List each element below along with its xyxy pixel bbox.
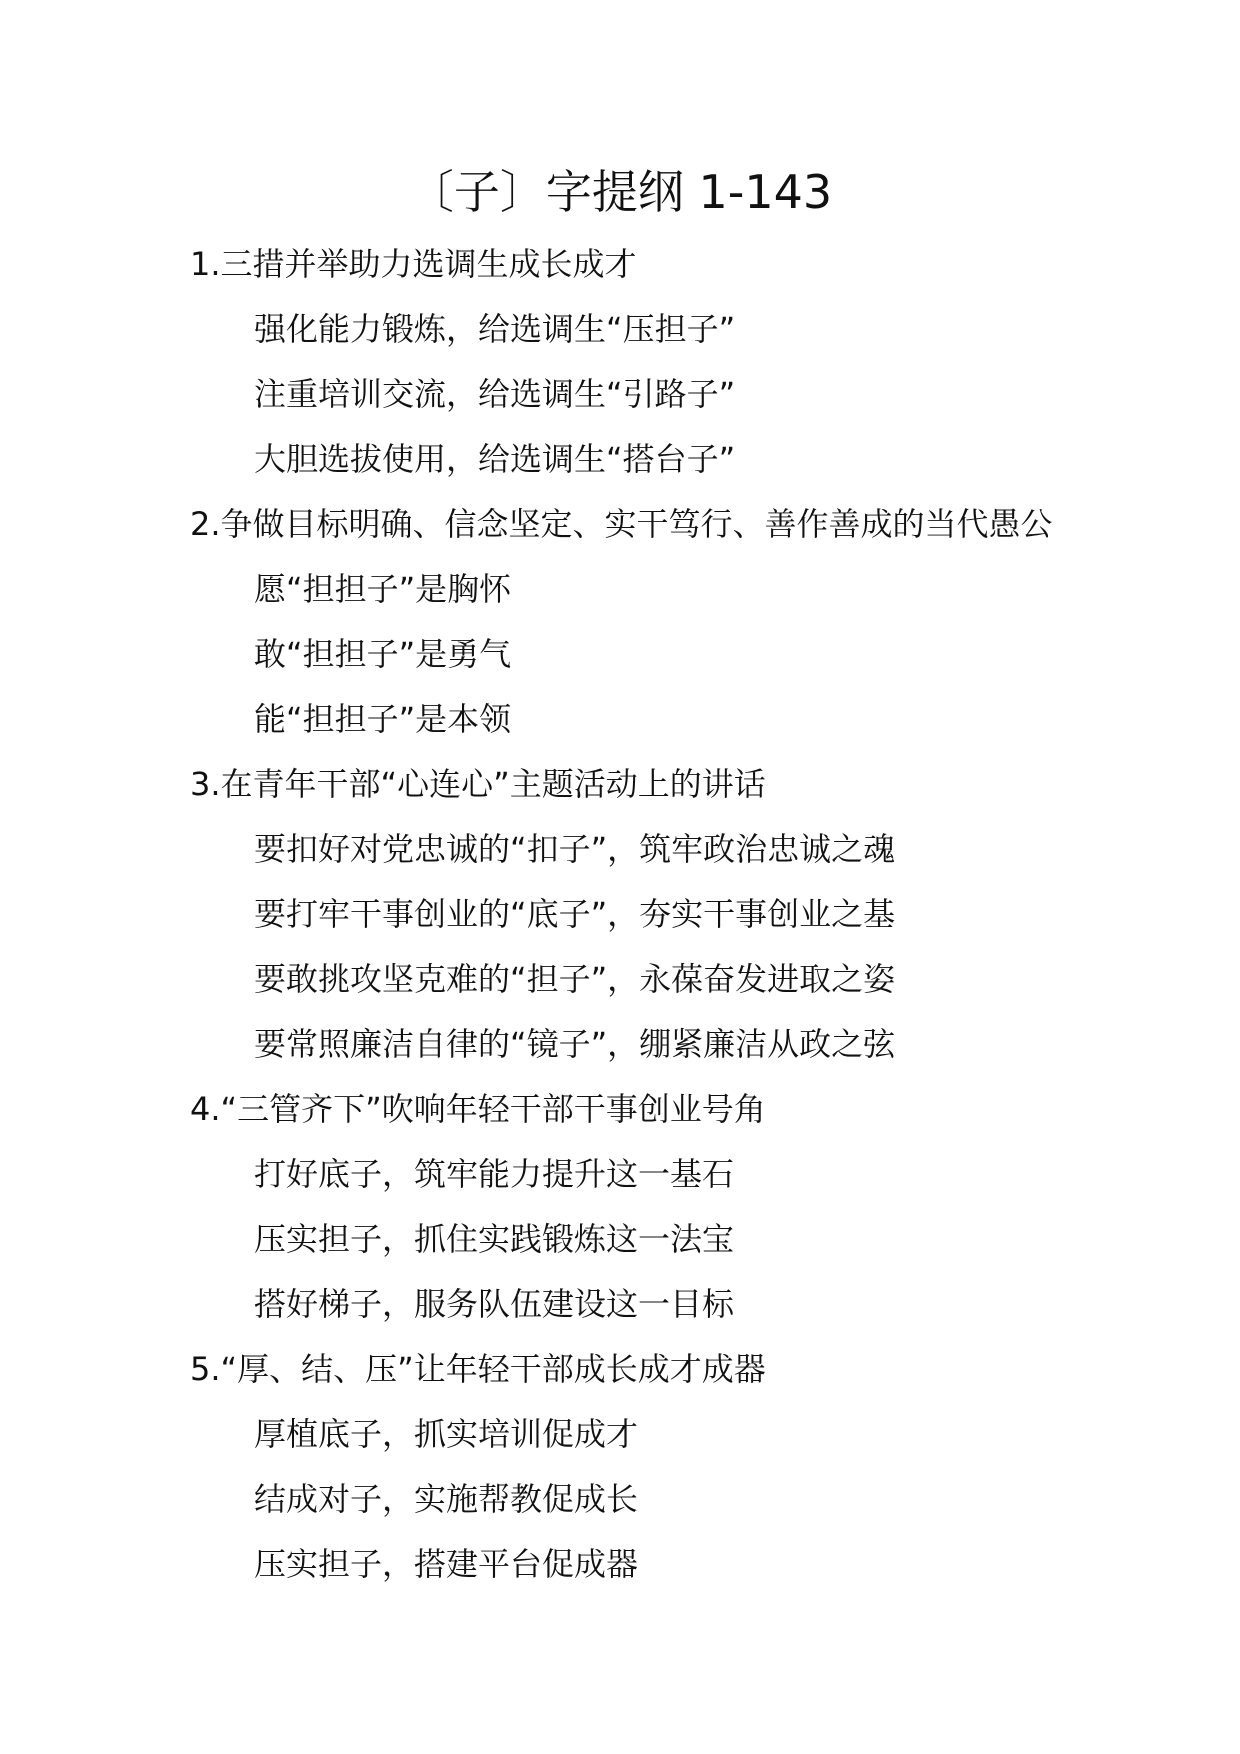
outline-section xyxy=(190,492,1190,752)
section-item: 要扣好对党忠诚的“扣子”，筑牢政治忠诚之魂 xyxy=(254,830,896,868)
page-title: 〔子〕字提纲 1-143 xyxy=(407,165,833,219)
section-item: 强化能力锻炼，给选调生“压担子” xyxy=(254,310,736,348)
section-heading: 2.争做目标明确、信念坚定、实干笃行、善作善成的当代愚公 xyxy=(190,505,1053,543)
section-item: 愿“担担子”是胸怀 xyxy=(254,570,512,608)
outline-section xyxy=(190,232,1190,492)
section-item: 注重培训交流，给选调生“引路子” xyxy=(254,375,736,413)
section-item: 要敢挑攻坚克难的“担子”，永葆奋发进取之姿 xyxy=(254,960,896,998)
section-heading: 4.“三管齐下”吹响年轻干部干事创业号角 xyxy=(190,1090,766,1128)
section-heading: 5.“厚、结、压”让年轻干部成长成才成器 xyxy=(190,1350,766,1388)
section-heading: 1.三措并举助力选调生成长成才 xyxy=(190,245,637,283)
section-item: 要打牢干事创业的“底子”，夯实干事创业之基 xyxy=(254,895,896,933)
outline-list xyxy=(190,232,1190,1597)
outline-section xyxy=(190,1337,1190,1597)
section-item: 压实担子，搭建平台促成器 xyxy=(254,1545,639,1583)
outline-section xyxy=(190,752,1190,1077)
section-item: 打好底子，筑牢能力提升这一基石 xyxy=(254,1155,735,1193)
section-item: 搭好梯子，服务队伍建设这一目标 xyxy=(254,1285,735,1323)
section-item: 要常照廉洁自律的“镜子”，绷紧廉洁从政之弦 xyxy=(254,1025,896,1063)
section-item: 敢“担担子”是勇气 xyxy=(254,635,512,673)
section-item: 结成对子，实施帮教促成长 xyxy=(254,1480,639,1518)
outline-section xyxy=(190,1077,1190,1337)
section-heading: 3.在青年干部“心连心”主题活动上的讲话 xyxy=(190,765,766,803)
section-item: 大胆选拔使用，给选调生“搭台子” xyxy=(254,440,736,478)
section-item: 厚植底子，抓实培训促成才 xyxy=(254,1415,639,1453)
section-item: 能“担担子”是本领 xyxy=(254,700,512,738)
section-item: 压实担子，抓住实践锻炼这一法宝 xyxy=(254,1220,735,1258)
